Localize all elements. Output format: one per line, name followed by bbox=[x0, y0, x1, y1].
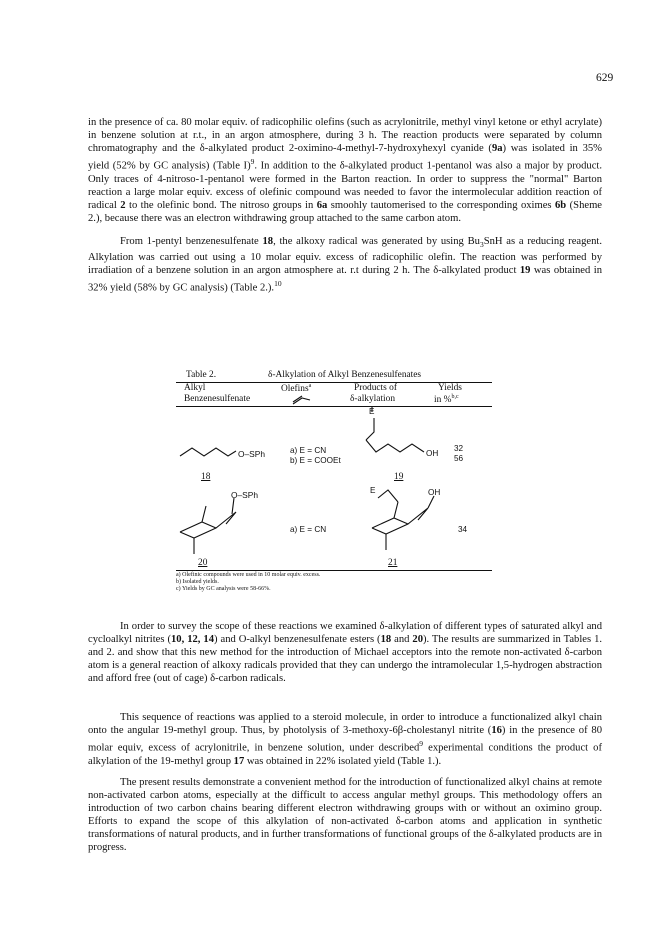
text-run: and bbox=[391, 634, 413, 646]
footnote-b: b) Isolated yields. bbox=[176, 579, 219, 585]
paragraph-3 bbox=[88, 620, 602, 685]
table-label: Table 2. bbox=[186, 370, 217, 380]
footnote-c: c) Yields by GC analysis were 58-66%. bbox=[176, 586, 271, 592]
paragraph-1 bbox=[88, 116, 602, 225]
compound-ref: 6b bbox=[555, 200, 567, 212]
pentyl-chain-18 bbox=[180, 448, 236, 456]
compound-ref: 17 bbox=[233, 755, 245, 767]
text-run: ) and O-alkyl benzenesulfenate esters ( bbox=[214, 634, 381, 646]
header-alkyl: Alkyl bbox=[184, 383, 206, 393]
table-title: δ-Alkylation of Alkyl Benzenesulfenates bbox=[268, 370, 422, 380]
text-run: 3 bbox=[479, 240, 484, 250]
product-19-oh: OH bbox=[426, 449, 439, 458]
citation-ref: 9 bbox=[419, 739, 424, 749]
citation-ref: 9 bbox=[250, 157, 255, 167]
page-number: 629 bbox=[596, 72, 614, 84]
compound-number-19: 19 bbox=[394, 472, 404, 482]
text-run: smoohly tautomerised to the corresponding oximes bbox=[327, 200, 555, 212]
reaction-scheme bbox=[176, 372, 492, 588]
compound-ref: 2 bbox=[120, 200, 126, 212]
text-run: In order to survey the scope of these reactions we examined δ-alkylation of different types of saturated alkyl and cycloalkyl nitrites ( bbox=[88, 621, 602, 646]
text-run: to the olefinic bond. The nitroso groups in bbox=[125, 200, 317, 212]
header-olefins: Olefins$^a$ bbox=[281, 383, 312, 395]
text-run: From 1-pentyl benzenesulfenate bbox=[120, 236, 263, 247]
olefin-option-b: b) E = COOEt bbox=[290, 456, 341, 465]
text-run: ) was isolated in 35% yield (52% by GC analysis) (Table I) bbox=[88, 143, 602, 172]
text-run: This sequence of reactions was applied to a steroid molecule, in order to introduce a functionalized alkyl chain onto the angular 19-methyl group. Thus, by photolysis of 3-methoxy-6β-cholestanyl nitrite ( bbox=[88, 712, 602, 737]
header-products: Products of bbox=[354, 383, 397, 393]
paragraph-5 bbox=[88, 776, 602, 855]
compound-ref: 18 bbox=[380, 634, 392, 646]
header-in-percent: in %$^{b,c}$ bbox=[434, 394, 459, 406]
text-run: ). The results are summarized in Tables 1. and 2. and show that this new method for the introduction of Michael acceptors into the remote non-activated δ-carbon atom is a general reaction of alkoxy radicals provided that they can undergo the intramolecular 1,5-hydrogen abstraction and afford free (out of cage) δ-carbon radicals. bbox=[88, 634, 603, 685]
header-yields: Yields bbox=[438, 383, 462, 393]
reactant-18-label: O–SPh bbox=[238, 449, 266, 459]
compound-ref: 18 bbox=[262, 236, 274, 247]
olefin-option-a: a) E = CN bbox=[290, 446, 327, 455]
text-run: . In addition to the δ-alkylated product 1-pentanol was also a major by product. Only traces of 4-nitroso-1-pentanol were formed in the Barton reaction. In order to suppress the "normal" Barton reaction a large molar equiv. excess of olefinic compound was needed to favor the intermolecular addition reaction of radical bbox=[88, 160, 602, 212]
compound-ref: 20 bbox=[412, 634, 423, 646]
header-benzenesulfenate: Benzenesulfenate bbox=[184, 394, 251, 404]
text-run: (Sheme 2.), because there was an electron withdrawing group attached to the same carbon atom. bbox=[88, 200, 603, 225]
compound-ref: 10, 12, 14 bbox=[171, 634, 214, 646]
header-delta-alkylation: δ-alkylation bbox=[350, 394, 396, 404]
olefin-option-a-row2: a) E = CN bbox=[290, 525, 327, 534]
compound-ref: 6a bbox=[316, 200, 328, 212]
compound-number-20: 20 bbox=[198, 558, 208, 568]
product-19-chain bbox=[366, 440, 424, 452]
compound-ref: 16 bbox=[491, 725, 502, 737]
product-19-e: E bbox=[369, 407, 375, 416]
yield-19-a: 32 bbox=[454, 444, 464, 453]
product-21-side-chain bbox=[378, 490, 398, 502]
citation-ref: 10 bbox=[274, 279, 282, 289]
product-19-branch bbox=[366, 418, 374, 440]
reactant-20-label: O–SPh bbox=[231, 490, 259, 500]
yield-19-b: 56 bbox=[454, 454, 464, 463]
compound-number-18: 18 bbox=[201, 472, 211, 482]
text-run: SnH as a reducing reagent. Alkylation was carried out using a 10 molar equiv. excess of radicophilic olefin. The reaction was performed by irradiation of a benzene solution in an argon atmosphere at. r.t during 2 h. The δ-alkylated product bbox=[88, 236, 602, 277]
text-run: , the alkoxy radical was generated by using Bu bbox=[273, 236, 480, 247]
olefin-icon bbox=[293, 398, 310, 404]
product-21-oh: OH bbox=[428, 488, 441, 497]
compound-number-21: 21 bbox=[388, 558, 398, 568]
chair-21-top bbox=[372, 508, 428, 528]
chair-20-top bbox=[180, 512, 236, 532]
text-run: in the presence of ca. 80 molar equiv. of radicophilic olefins (such as acrylonitrile, methyl vinyl ketone or ethyl acrylate) in benzene solution at r.t., in an argon atmosphere, during 3 h. The reaction products were separated by column chromatography and the δ-alkylated product 2-oximino-4-methyl-7-hydroxyhexyl cyanide ( bbox=[88, 117, 602, 155]
compound-ref: 19 bbox=[519, 265, 531, 277]
text-run: ) in the presence of 80 molar equiv, excess of acrylonitrile, in benzene solution, under described bbox=[88, 725, 602, 754]
product-21-e: E bbox=[370, 486, 376, 495]
footnote-a: a) Olefinic compounds were used in 10 molar equiv. excess. bbox=[176, 572, 321, 578]
compound-ref: 9a bbox=[491, 143, 503, 155]
table-bottom-rule bbox=[176, 570, 492, 571]
text-run: was obtained in 32% yield (58% by GC analysis) (Table 2.). bbox=[88, 265, 602, 294]
yield-21-a: 34 bbox=[458, 525, 468, 534]
text-run: The present results demonstrate a convenient method for the introduction of functionalized alkyl chains at remote non-activated carbon atoms, especially at the difficult to access angular methyl groups. This methodology offers an introduction of two carbon chains bearing different electron withdrawing groups with or without an oximino group. Efforts to expand the scope of this alkylation of non-activated δ-carbon atoms and application in synthetic transformations of natural products, and in further transformations of functional groups of the δ-alkylated products are in progress. bbox=[88, 777, 602, 854]
text-run: experimental conditions the product of alkylation of the 19-methyl group bbox=[88, 742, 603, 767]
paragraph-2 bbox=[88, 235, 602, 295]
text-run: was obtained in 22% isolated yield (Table 1.). bbox=[244, 755, 442, 767]
paragraph-4 bbox=[88, 711, 602, 768]
